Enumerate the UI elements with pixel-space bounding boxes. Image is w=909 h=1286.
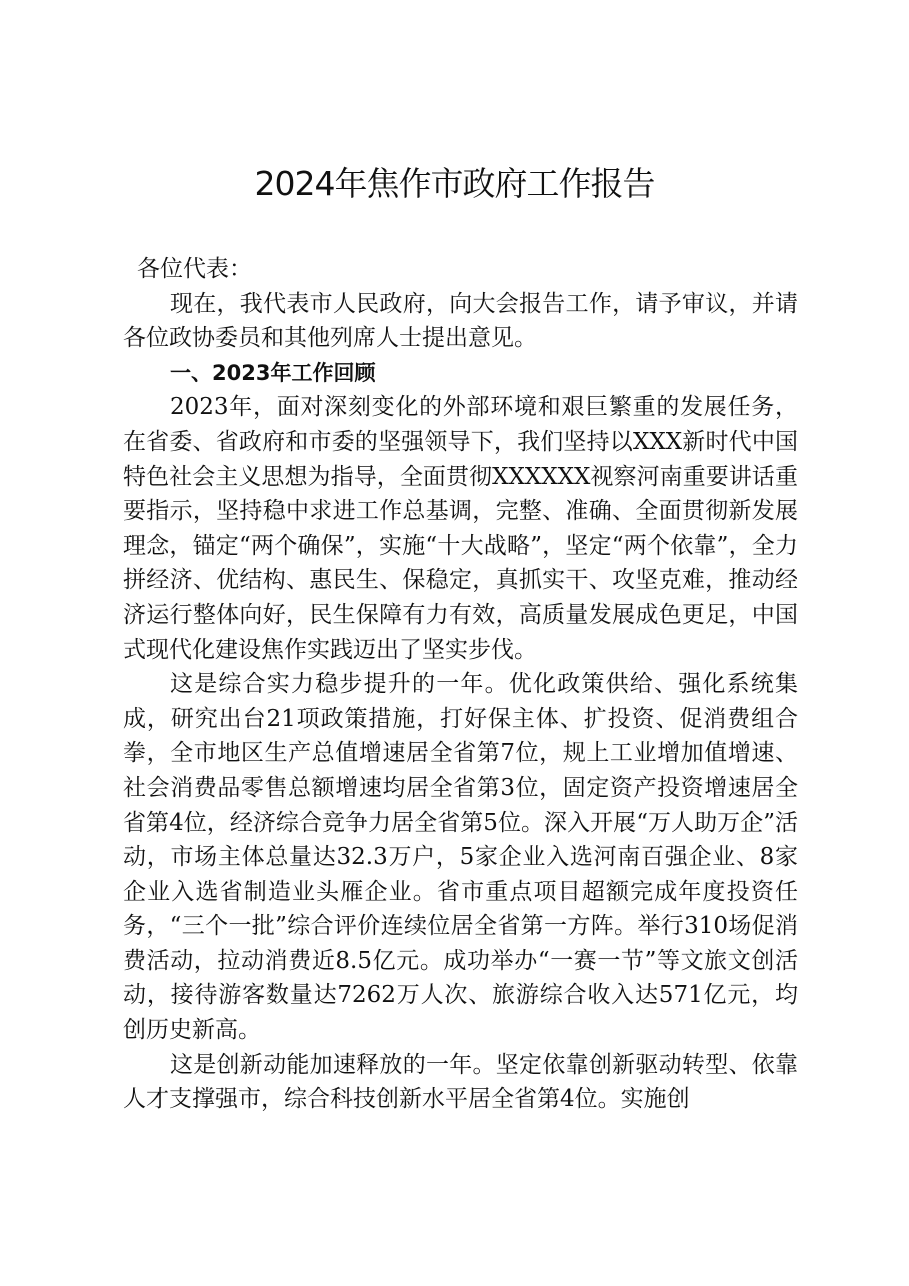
section-heading: 一、2023年工作回顾	[170, 360, 376, 385]
paragraph-strength: 这是综合实力稳步提升的一年。优化政策供给、强化系统集成，研究出台21项政策措施，打好保主体、扩投资、促消费组合拳，全市地区生产总值增速居全省第7位，规上工业增加值增速、社会消费品零售总额增速均居全省第3位，固定资产投资增速居全省第4位，经济综合竞争力居全省第5位。深入开展“万人助万企”活动，市场主体总量达32.3万户，5家企业入选河南百强企业、8家企业入选省制造业头雁企业。省市重点项目超额完成年度投资任务，“三个一批”综合评价连续位居全省第一方阵。举行310场促消费活动，拉动消费近8.5亿元。成功举办“一赛一节”等文旅文创活动，接待游客数量达7262万人次、旅游综合收入达571亿元，均创历史新高。	[123, 671, 798, 1044]
paragraph-overview: 2023年，面对深刻变化的外部环境和艰巨繁重的发展任务，在省委、省政府和市委的坚强领导下，我们坚持以XXX新时代中国特色社会主义思想为指导，全面贯彻XXXXXX视察河南重要讲话重要指示，坚持稳中求进工作总基调，完整、准确、全面贯彻新发展理念，锚定“两个确保”，实施“十大战略”，坚定“两个依靠”，全力拼经济、优结构、惠民生、保稳定，真抓实干、攻坚克难，推动经济运行整体向好，民生保障有力有效，高质量发展成色更足，中国式现代化建设焦作实践迈出了坚实步伐。	[123, 394, 798, 663]
paragraph-innovation: 这是创新动能加速释放的一年。坚定依靠创新驱动转型、依靠人才支撑强市，综合科技创新水平居全省第4位。实施创	[123, 1051, 798, 1113]
salutation: 各位代表：	[137, 256, 252, 282]
document-body	[123, 252, 798, 1117]
document-title: 2024年焦作市政府工作报告	[254, 164, 655, 203]
intro-paragraph: 现在，我代表市人民政府，向大会报告工作，请予审议，并请各位政协委员和其他列席人士提出意见。	[123, 290, 798, 352]
